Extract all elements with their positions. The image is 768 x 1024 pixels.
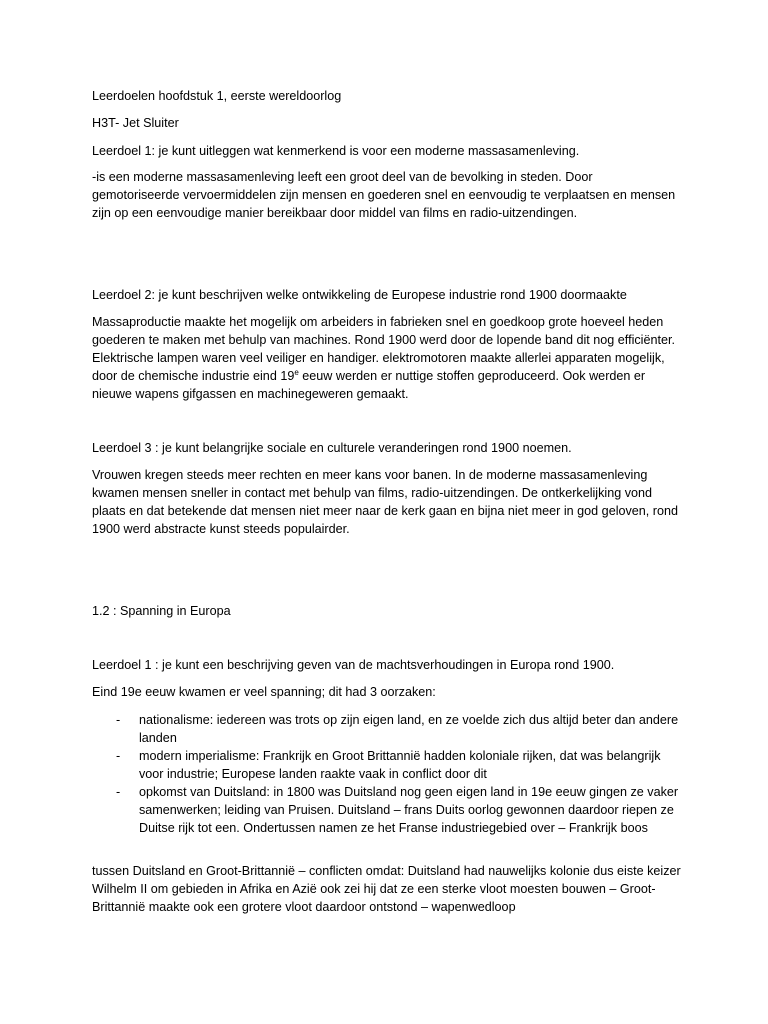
section2-goal1-heading: Leerdoel 1 : je kunt een beschrijving geven van de machtsverhoudingen in Europa rond 1900. — [92, 658, 615, 672]
bullet-marker: - — [116, 785, 121, 799]
bullet-marker: - — [116, 713, 121, 727]
goal2-superscript: e — [294, 367, 299, 377]
causes-intro: Eind 19e eeuw kwamen er veel spanning; dit had 3 oorzaken: — [92, 685, 436, 699]
goal3-body: Vrouwen kregen steeds meer rechten en meer kans voor banen. In de moderne massasamenleving kwamen mensen sneller in contact met behulp van films, radio-uitzendingen. De ontkerkelijking vond plaats en dat betekende dat mensen niet meer naar de kerk gaan en bijna niet meer in god geloven, rond 1900 werd abstracte kunst steeds populairder. — [92, 468, 679, 536]
goal2-body — [92, 313, 682, 403]
goal2-heading: Leerdoel 2: je kunt beschrijven welke ontwikkeling de Europese industrie rond 1900 doormaakte — [92, 288, 627, 302]
goal2-body-part2: eeuw werden er nuttige stoffen geproduceerd. Ook werden er nieuwe wapens gifgassen en machinegeweren gemaakt. — [92, 369, 646, 401]
list-item-text: modern imperialisme: Frankrijk en Groot Brittannië hadden koloniale rijken, dat was belangrijk voor industrie; Europese landen raakte vaak in conflict door dit — [139, 749, 661, 781]
goal3-heading: Leerdoel 3 : je kunt belangrijke sociale en culturele veranderingen rond 1900 noemen. — [92, 441, 572, 455]
causes-list — [92, 711, 682, 837]
list-item — [92, 783, 682, 837]
closing-paragraph: tussen Duitsland en Groot-Brittannië – conflicten omdat: Duitsland had nauwelijks kolonie dus eiste keizer Wilhelm II om gebieden in Afrika en Azië ook zei hij dat ze een sterke vloot moesten bouwen – Groot-Brittannië maakte ook een grotere vloot daardoor ontstond – wapenwedloop — [92, 864, 681, 914]
goal2-body-part1: Massaproductie maakte het mogelijk om arbeiders in fabrieken snel en goedkoop grote hoeveel heden goederen te maken met behulp van machines. Rond 1900 werd door de lopende band dit nog efficiënter. Elektrische lampen waren veel veiliger en handiger. elektromotoren maakte allerlei apparaten mogelijk, door de chemische industrie eind 19 — [92, 315, 675, 383]
list-item-text: nationalisme: iedereen was trots op zijn eigen land, en ze voelde zich dus altijd beter dan andere landen — [139, 713, 679, 745]
list-item-text: opkomst van Duitsland: in 1800 was Duitsland nog geen eigen land in 19e eeuw gingen ze vaker samenwerken; leiding van Pruisen. Duitsland – frans Duits oorlog gewonnen daardoor riepen ze Duitse rijk tot een. Ondertussen namen ze het Franse industriegebied over – Frankrijk boos — [139, 785, 679, 835]
list-item — [92, 747, 682, 783]
document-title: Leerdoelen hoofdstuk 1, eerste wereldoorlog — [92, 89, 342, 103]
list-item — [92, 711, 682, 747]
bullet-marker: - — [116, 749, 121, 763]
author-line: H3T- Jet Sluiter — [92, 116, 179, 130]
goal1-body: -is een moderne massasamenleving leeft een groot deel van de bevolking in steden. Door gemotoriseerde vervoermiddelen zijn mensen en goederen snel en eenvoudig te verplaatsen en mensen zijn op een eenvoudige manier bereikbaar door middel van films en radio-uitzendingen. — [92, 170, 676, 220]
section2-heading: 1.2 : Spanning in Europa — [92, 604, 231, 618]
goal1-heading: Leerdoel 1: je kunt uitleggen wat kenmerkend is voor een moderne massasamenleving. — [92, 144, 580, 158]
